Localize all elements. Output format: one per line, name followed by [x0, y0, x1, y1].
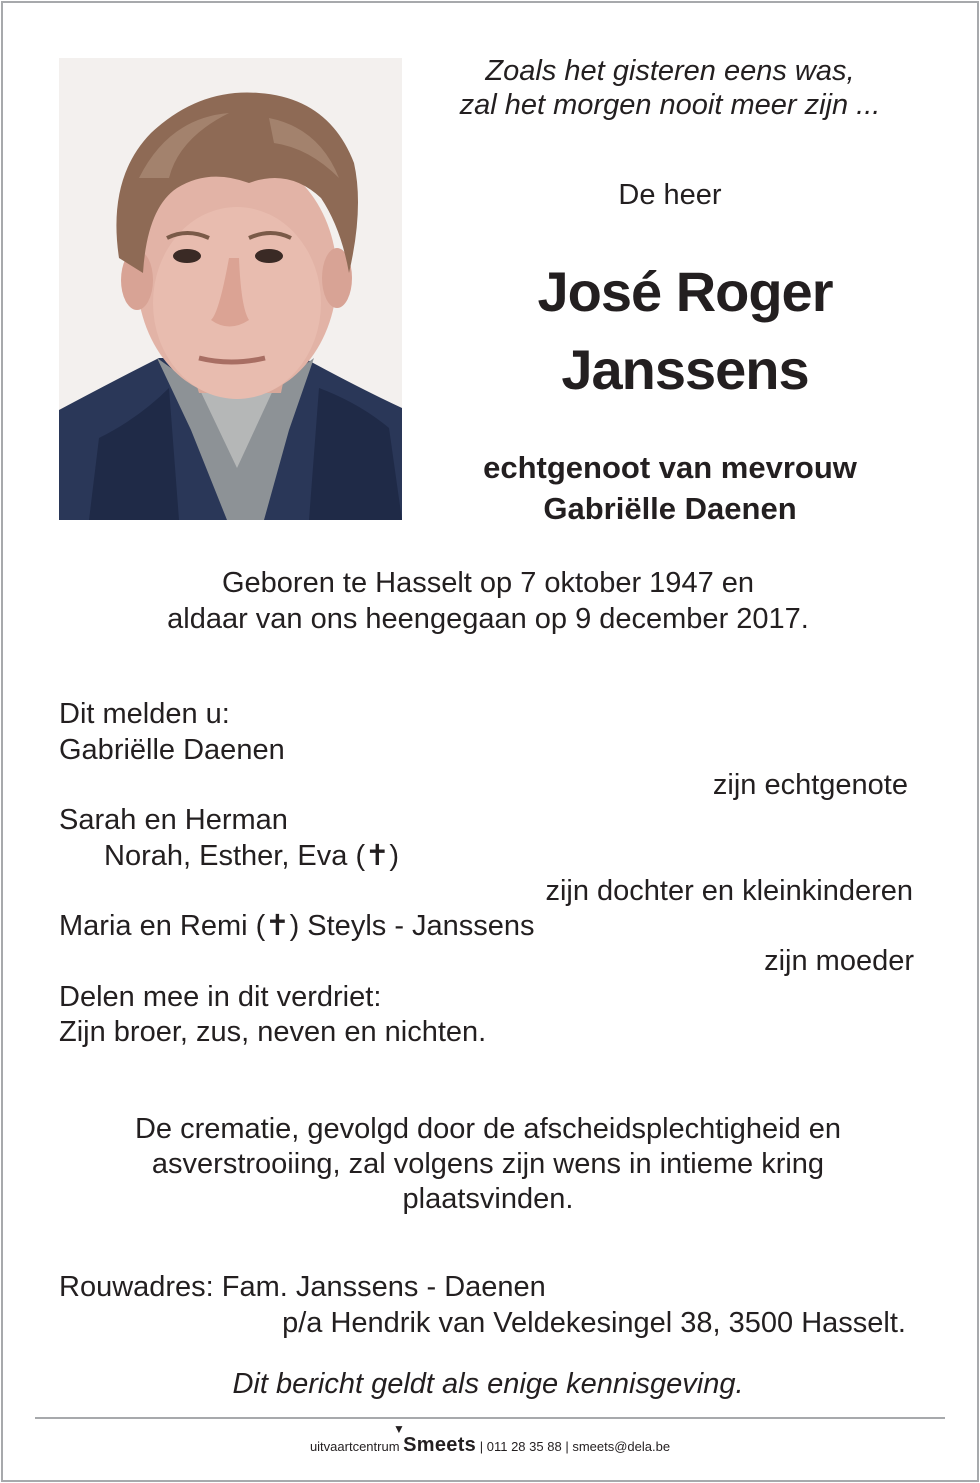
grandchildren-names: Norah, Esther, Eva (✝) [104, 840, 400, 872]
footer-email: smeets@dela.be [572, 1439, 671, 1454]
footer-label: uitvaartcentrum [309, 1439, 400, 1454]
spouse-line-2: Gabriëlle Daenen [543, 491, 797, 526]
quote-line-2: zal het morgen nooit meer zijn ... [459, 89, 881, 121]
closing-note: Dit bericht geldt als enige kennisgeving. [232, 1368, 744, 1400]
footer-phone: 011 28 35 88 [486, 1439, 562, 1454]
address-line-1: Rouwadres: Fam. Janssens - Daenen [59, 1271, 546, 1303]
death-line: aldaar van ons heengegaan op 9 december 2017. [167, 603, 809, 635]
family-relation: zijn dochter en kleinkinderen [545, 875, 913, 907]
triangle-marker-icon: ▼ [393, 1422, 405, 1436]
footer-brand: Smeets [403, 1434, 477, 1456]
announcement-intro: Dit melden u: [59, 698, 230, 730]
deceased-name-line-2: Janssens [561, 338, 809, 401]
family-names: Gabriëlle Daenen [59, 734, 285, 766]
ceremony-line-1: De crematie, gevolgd door de afscheidsplechtigheid en [134, 1113, 842, 1145]
salutation: De heer [618, 179, 722, 211]
birth-line: Geboren te Hasselt op 7 oktober 1947 en [221, 567, 755, 599]
portrait-photo [59, 58, 402, 520]
footer-divider [35, 1417, 945, 1419]
family-names: Maria en Remi (✝) Steyls - Janssens [59, 910, 535, 942]
family-relation: zijn echtgenote [712, 769, 908, 801]
deceased-name-line-1: José Roger [537, 260, 833, 323]
ceremony-line-2: asverstrooiing, zal volgens zijn wens in intieme kring [151, 1148, 825, 1180]
quote-line-1: Zoals het gisteren eens was, [485, 55, 855, 87]
footer-separator: | [479, 1439, 487, 1454]
family-relation: zijn moeder [764, 945, 914, 977]
address-line-2: p/a Hendrik van Veldekesingel 38, 3500 Hasselt. [282, 1307, 906, 1339]
funeral-home-footer [0, 1434, 980, 1457]
ceremony-line-3: plaatsvinden. [402, 1183, 574, 1215]
share-intro: Delen mee in dit verdriet: [59, 981, 382, 1013]
family-names: Sarah en Herman [59, 804, 288, 836]
share-names: Zijn broer, zus, neven en nichten. [59, 1016, 487, 1048]
spouse-line-1: echtgenoot van mevrouw [483, 450, 857, 485]
footer-separator: | [565, 1439, 573, 1454]
